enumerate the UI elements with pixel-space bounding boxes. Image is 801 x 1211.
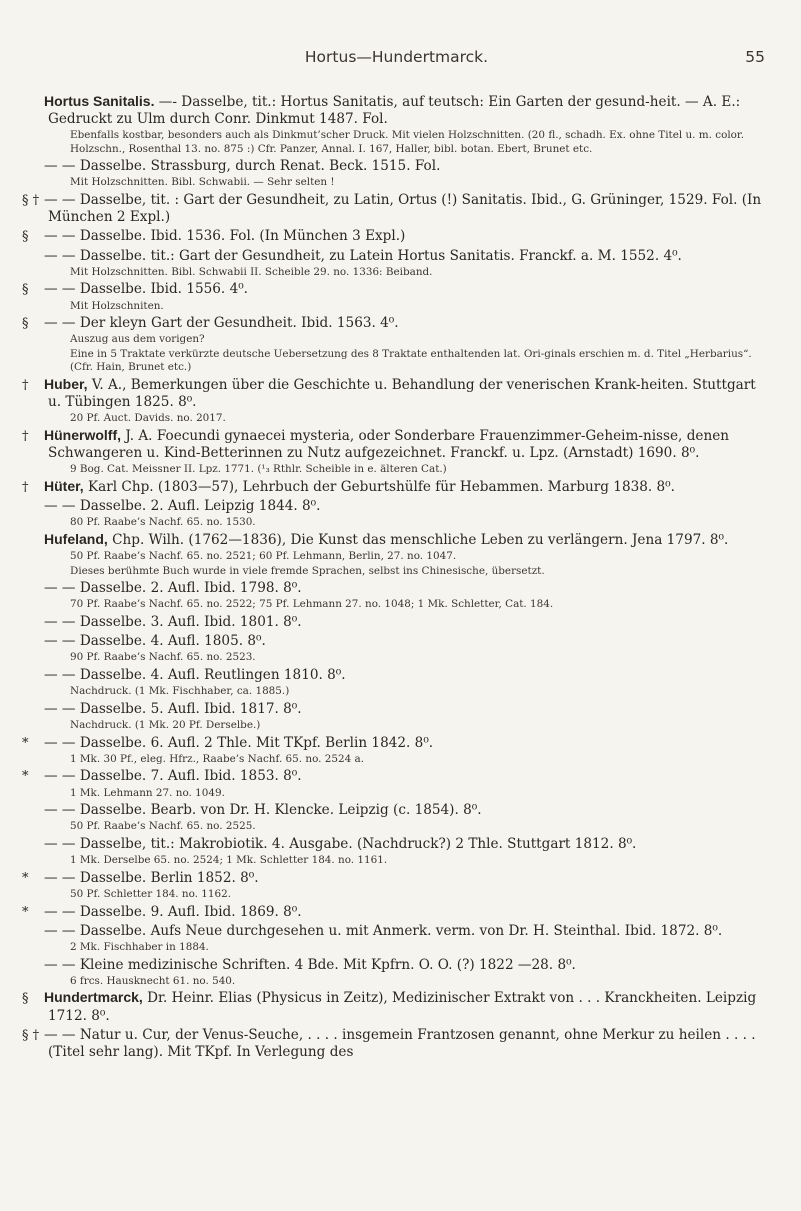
entry-note: 6 frcs. Hausknecht 61. no. 540. <box>70 974 236 987</box>
entry-text: V. A., Bemerkungen über die Geschichte u. Behandlung der venerischen Krank-heiten. Stuttgart u. Tübingen 1825. 8⁰. <box>48 376 756 410</box>
entry-text: — — Dasselbe. tit.: Gart der Gesundheit, zu Latein Hortus Sanitatis. Franckf. a. M. 1552. 4⁰. <box>44 247 682 264</box>
entry-note: 1 Mk. Lehmann 27. no. 1049. <box>70 786 225 799</box>
entry-heading: Hufeland, <box>44 530 108 547</box>
entry-heading: Hundertmarck, <box>44 989 143 1006</box>
entry-marker: § <box>22 991 29 1007</box>
entry-text: Dr. Heinr. Elias (Physicus in Zeitz), Medizinischer Extrakt von . . . Kranckheiten. Leipzig 1712. 8⁰. <box>48 990 757 1024</box>
entry-note: 1 Mk. 30 Pf., eleg. Hfrz., Raabe’s Nachf. 65. no. 2524 a. <box>70 752 365 765</box>
bibliography-entry <box>22 314 771 332</box>
entry-note: 9 Bog. Cat. Meissner II. Lpz. 1771. (¹₃ Rthlr. Scheible in e. älteren Cat.) <box>70 463 447 476</box>
entry-note: 2 Mk. Fischhaber in 1884. <box>70 940 209 953</box>
entry-heading: Hortus Sanitalis. <box>44 93 155 109</box>
entry-note: 80 Pf. Raabe’s Nachf. 65. no. 1530. <box>70 516 256 529</box>
entry-text: — — Dasselbe. 2. Aufl. Leipzig 1844. 8⁰. <box>44 498 321 514</box>
bibliography-entry <box>22 579 771 597</box>
bibliography-entry <box>22 478 771 496</box>
entry-text: — — Dasselbe. 3. Aufl. Ibid. 1801. 8⁰. <box>44 613 302 630</box>
entry-marker: † <box>22 479 29 495</box>
entry-note: Nachdruck. (1 Mk. Fischhaber, ca. 1885.) <box>70 685 290 698</box>
entry-text: — — Kleine medizinische Schriften. 4 Bde. Mit Kpfrn. O. O. (?) 1822 —28. 8⁰. <box>44 956 576 973</box>
entry-text: — — Dasselbe. Bearb. von Dr. H. Klencke. Leipzig (c. 1854). 8⁰. <box>44 802 482 819</box>
entry-text: Chp. Wilh. (1762—1836), Die Kunst das menschliche Leben zu verlängern. Jena 1797. 8⁰. <box>107 531 729 548</box>
entry-text: — — Dasselbe. Ibid. 1556. 4⁰. <box>44 281 248 298</box>
entry-text: — — Dasselbe. Strassburg, durch Renat. Beck. 1515. Fol. <box>44 158 441 175</box>
bibliography-entry <box>22 427 771 462</box>
bibliography-entry <box>22 666 771 684</box>
entry-note: Mit Holzschniten. <box>70 299 164 312</box>
entry-marker: § <box>22 229 29 245</box>
bibliography-entry <box>22 835 771 853</box>
entry-marker: † <box>22 377 29 393</box>
entry-text: — — Dasselbe. 2. Aufl. Ibid. 1798. 8⁰. <box>44 580 302 597</box>
entry-marker: § <box>22 282 29 298</box>
bibliography-entry <box>22 801 771 819</box>
entry-note: Eine in 5 Traktate verkürzte deutsche Uebersetzung des 8 Traktate enthaltenden lat. Ori-ginals erschien m. d. Titel „Herbarius“. (Cfr. Hain, Brunet etc.) <box>70 348 752 374</box>
bibliography-entry <box>22 247 771 265</box>
entry-heading: Hüter, <box>44 477 84 494</box>
running-title: Hortus—Hundertmarck. <box>304 48 489 66</box>
bibliography-entry <box>22 93 771 128</box>
bibliography-entry <box>22 734 771 752</box>
bibliography-entry <box>22 157 771 175</box>
entry-note: Dieses berühmte Buch wurde in viele fremde Sprachen, selbst ins Chinesische, übersetzt. <box>70 564 545 577</box>
entry-note: 1 Mk. Derselbe 65. no. 2524; 1 Mk. Schletter 184. no. 1161. <box>70 854 388 867</box>
bibliography-entry <box>22 956 771 974</box>
entry-note: Nachdruck. (1 Mk. 20 Pf. Derselbe.) <box>70 718 261 731</box>
page-number: 55 <box>745 48 765 66</box>
bibliography-entry <box>22 376 771 411</box>
entry-note: 20 Pf. Auct. Davids. no. 2017. <box>70 412 226 425</box>
bibliography-entry <box>22 989 771 1024</box>
bibliography-entry <box>22 632 771 650</box>
entry-note: Ebenfalls kostbar, besonders auch als Dinkmut’scher Druck. Mit vielen Holzschnitten. (20 fl., schadh. Ex. ohne Titel u. m. color. Holzschn., Rosenthal 13. no. 875 :) Cfr. Panzer, Annal. I. 167, Haller, bibl. botan. Ebert, Brunet etc. <box>70 129 745 155</box>
entry-text: —- Dasselbe, tit.: Hortus Sanitatis, auf teutsch: Ein Garten der gesund-heit. — A. E.: Gedruckt zu Ulm durch Conr. Dinkmut 1487. Fol. <box>48 94 741 128</box>
entry-text: — — Dasselbe. 4. Aufl. Reutlingen 1810. 8⁰. <box>44 666 346 683</box>
entry-heading: Huber, <box>44 375 88 392</box>
entry-marker: * <box>22 769 29 785</box>
entry-note: 90 Pf. Raabe’s Nachf. 65. no. 2523. <box>70 651 256 664</box>
entry-note: 70 Pf. Raabe’s Nachf. 65. no. 2522; 75 Pf. Lehmann 27. no. 1048; 1 Mk. Schletter, Cat. 184. <box>70 598 554 611</box>
entry-note: Mit Holzschnitten. Bibl. Schwabii. — Sehr selten ! <box>70 176 335 189</box>
entry-marker: * <box>22 904 29 920</box>
bibliography-entry <box>22 280 771 298</box>
entry-marker: § † <box>22 1027 40 1043</box>
bibliography-entry <box>22 767 771 785</box>
entry-text: — — Natur u. Cur, der Venus-Seuche, . . . . insgemein Frantzosen genannt, ohne Merkur zu heilen . . . . (Titel sehr lang). Mit TKpf. In Verlegung des <box>44 1026 756 1060</box>
entry-note: Mit Holzschnitten. Bibl. Schwabii II. Scheible 29. no. 1336: Beiband. <box>70 265 433 278</box>
bibliography-entry <box>22 1026 771 1061</box>
bibliography-entry <box>22 531 771 549</box>
entry-text: — — Dasselbe. Berlin 1852. 8⁰. <box>44 869 259 886</box>
entry-list <box>22 93 771 1061</box>
entry-text: — — Dasselbe, tit.: Makrobiotik. 4. Ausgabe. (Nachdruck?) 2 Thle. Stuttgart 1812. 8⁰. <box>44 835 637 852</box>
entry-marker: * <box>22 735 29 751</box>
bibliography-entry <box>22 227 771 245</box>
entry-marker: § † <box>22 193 40 208</box>
entry-note: 50 Pf. Raabe’s Nachf. 65. no. 2521; 60 Pf. Lehmann, Berlin, 27. no. 1047. <box>70 550 457 562</box>
entry-text: J. A. Foecundi gynaecei mysteria, oder Sonderbare Frauenzimmer-Geheim-nisse, denen Schwangeren u. Kind-Betterinnen zu Nutz aufgezeichnet. Franckf. u. Lpz. (Arnstadt) 1690. 8⁰. <box>48 427 729 461</box>
bibliography-entry <box>22 613 771 631</box>
entry-marker: § <box>22 316 29 332</box>
entry-text: — — Dasselbe. Aufs Neue durchgesehen u. mit Anmerk. verm. von Dr. H. Steinthal. Ibid. 1872. 8⁰. <box>44 922 723 939</box>
bibliography-entry <box>22 191 771 226</box>
entry-text: — — Dasselbe. 9. Aufl. Ibid. 1869. 8⁰. <box>44 903 302 920</box>
entry-text: — — Dasselbe, tit. : Gart der Gesundheit, zu Latin, Ortus (!) Sanitatis. Ibid., G. Grüninger, 1529. Fol. (In München 2 Expl.) <box>44 192 762 226</box>
entry-note: 50 Pf. Raabe’s Nachf. 65. no. 2525. <box>70 820 256 833</box>
entry-note: Auszug aus dem vorigen? <box>70 333 205 346</box>
entry-text: — — Dasselbe. 7. Aufl. Ibid. 1853. 8⁰. <box>44 768 302 785</box>
entry-text: — — Dasselbe. Ibid. 1536. Fol. (In München 3 Expl.) <box>44 228 406 245</box>
bibliography-entry <box>22 903 771 921</box>
entry-text: — — Dasselbe. 6. Aufl. 2 Thle. Mit TKpf. Berlin 1842. 8⁰. <box>44 734 434 751</box>
entry-text: Karl Chp. (1803—57), Lehrbuch der Geburtshülfe für Hebammen. Marburg 1838. 8⁰. <box>83 478 675 495</box>
entry-text: — — Dasselbe. 4. Aufl. 1805. 8⁰. <box>44 633 266 650</box>
entry-note: 50 Pf. Schletter 184. no. 1162. <box>70 887 232 900</box>
entry-text: — — Der kleyn Gart der Gesundheit. Ibid. 1563. 4⁰. <box>44 315 399 332</box>
entry-text: — — Dasselbe. 5. Aufl. Ibid. 1817. 8⁰. <box>44 700 302 717</box>
entry-marker: * <box>22 870 29 886</box>
bibliography-entry <box>22 497 771 515</box>
page-header <box>22 48 771 74</box>
entry-heading: Hünerwolff, <box>44 426 121 443</box>
bibliography-entry <box>22 700 771 718</box>
bibliography-entry <box>22 922 771 940</box>
bibliography-entry <box>22 869 771 887</box>
entry-marker: † <box>22 428 29 444</box>
